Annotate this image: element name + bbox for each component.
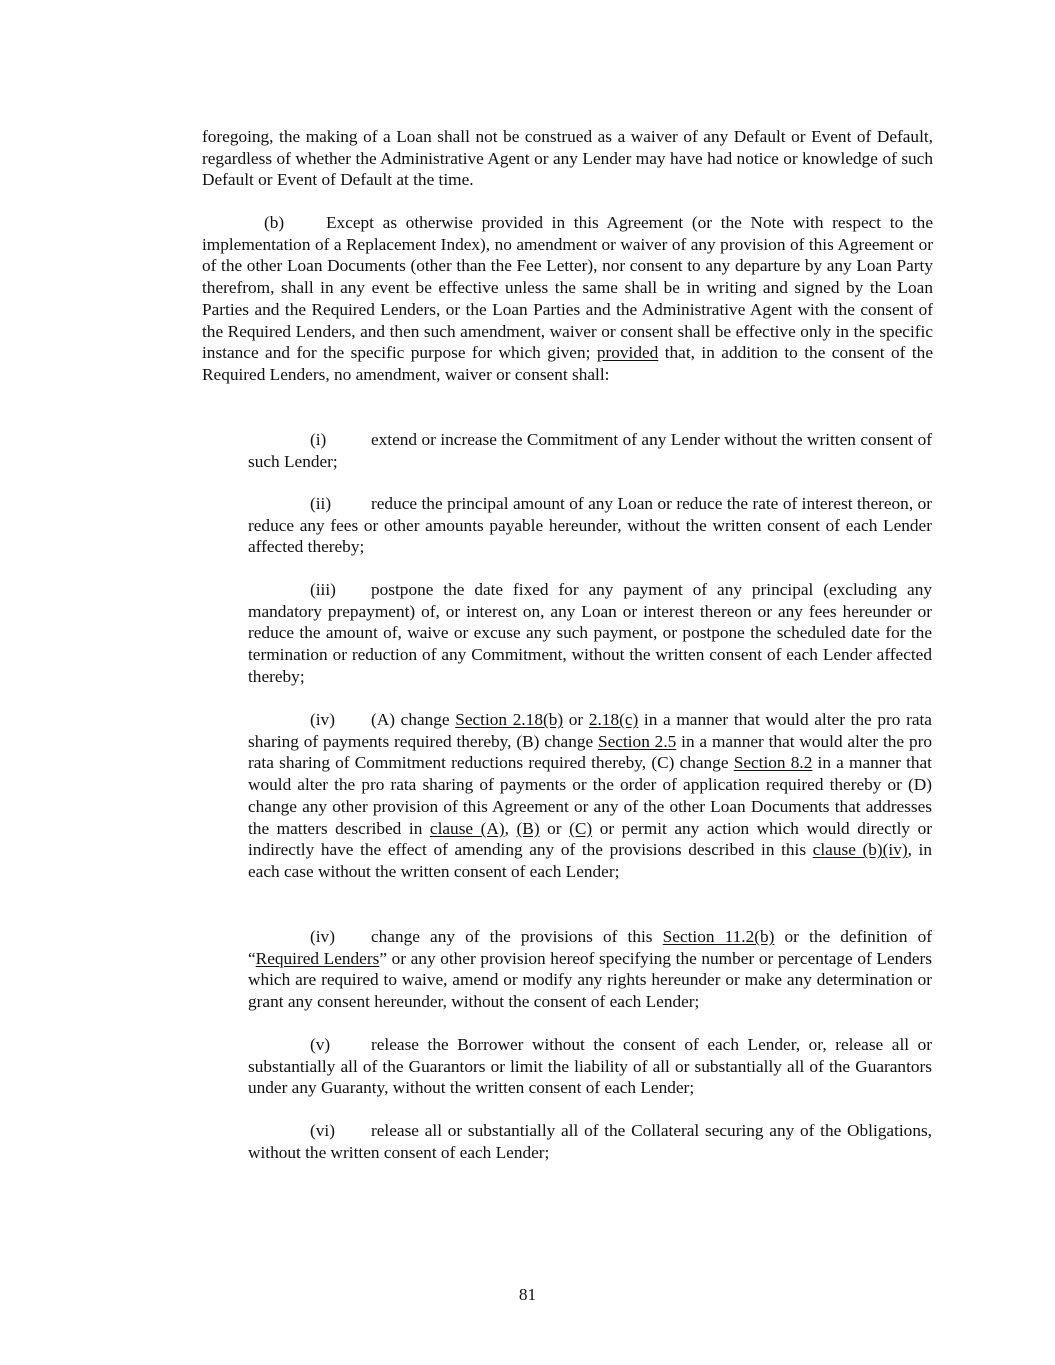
clause-ii-number: (ii)	[310, 494, 332, 513]
clause-iv-second-text: or the definition of “	[248, 927, 932, 968]
clause-ii-text: reduce the principal amount of any Loan or reduce the rate of interest thereon, or reduce any fees or other amounts payable hereunder, without the written consent of each Lender affected thereby;	[248, 494, 932, 557]
section-ref-11-2b: Section 11.2(b)	[662, 927, 775, 946]
clause-i-number: (i)	[310, 430, 327, 449]
provided-term: provided	[596, 343, 659, 363]
clause-ref-b-iv: clause (b)(iv)	[812, 840, 908, 860]
clause-iv-text: in a manner that would alter the pro rata sharing of Commitment reductions required thereby, (C) change	[248, 731, 932, 773]
clause-iv-text: in a manner that would alter the pro rata sharing of payments or the order of application required thereby or (D) change any other provision of this Agreement or any of the other Loan Documents that addresses the matters described in	[248, 753, 932, 838]
clause-iv-text: (A) change	[371, 710, 456, 729]
clause-v	[248, 1034, 932, 1099]
clause-i	[248, 429, 932, 472]
intro-text: foregoing, the making of a Loan shall not be construed as a waiver of any Default or Event of Default, regardless of whether the Administrative Agent or any Lender may have had notice or knowledge of such Default or Event of Default at the time.	[202, 127, 933, 190]
clause-vi-number: (vi)	[310, 1121, 335, 1140]
clause-iii-number: (iii)	[310, 580, 336, 599]
clause-vi-text: release all or substantially all of the Collateral securing any of the Obligations, without the written consent of each Lender;	[248, 1121, 932, 1162]
clause-iv-second-text: change any of the provisions of this	[371, 927, 663, 946]
clause-ref-c: (C)	[569, 818, 593, 838]
clause-iv-text: , in each case without the written consent of each Lender;	[248, 840, 932, 881]
clause-ii	[248, 493, 932, 558]
paragraph-b-number: (b)	[264, 213, 285, 232]
clause-vi	[248, 1120, 932, 1163]
paragraph-b	[202, 212, 933, 386]
clause-iii-text: postpone the date fixed for any payment of any principal (excluding any mandatory prepayment) of, or interest on, any Loan or interest thereon or any fees hereunder or reduce the amount of, waive or excuse any such payment, or postpone the scheduled date for the termination or reduction of any Commitment, without the written consent of each Lender affected thereby;	[248, 580, 932, 686]
section-ref-8-2: Section 8.2	[733, 753, 813, 773]
clause-iv-text: or	[539, 818, 570, 838]
paragraph-b-text: Except as otherwise provided in this Agreement (or the Note with respect to the implementation of a Replacement Index), no amendment or waiver of any provision of this Agreement or of the other Loan Documents (other than the Fee Letter), nor consent to any departure by any Loan Party therefrom, shall in any event be effective unless the same shall be in writing and signed by the Loan Parties and the Required Lenders, or the Loan Parties and the Administrative Agent with the consent of the Required Lenders, and then such amendment, waiver or consent shall be effective only in the specific instance and for the specific purpose for which given;	[202, 213, 933, 363]
clause-iv-second-text: ” or any other provision hereof specifying the number or percentage of Lenders which are required to waive, amend or modify any rights hereunder or make any determination or grant any consent hereunder, without the consent of each Lender;	[248, 948, 932, 1012]
defined-term-required-lenders: Required Lenders	[255, 948, 380, 968]
paragraph-b-text-end: that, in addition to the consent of the Required Lenders, no amendment, waiver or consent shall:	[202, 343, 933, 384]
section-ref-2-18c: 2.18(c)	[588, 710, 639, 729]
clause-iv-text: ,	[504, 818, 517, 838]
clause-ref-a: clause (A)	[429, 818, 505, 838]
clause-iv-text: in a manner that would alter the pro rata sharing of payments required thereby, (B) change	[248, 710, 932, 751]
section-ref-2-18b: Section 2.18(b)	[455, 710, 564, 729]
clause-iv-text: or permit any action which would directly or indirectly have the effect of amending any of the provisions described in this	[248, 818, 932, 860]
page-number: 81	[518, 1285, 537, 1304]
clause-v-text: release the Borrower without the consent of each Lender, or, release all or substantially all of the Guarantors or limit the liability of all or substantially all of the Guarantors under any Guaranty, without the written consent of each Lender;	[248, 1035, 932, 1098]
clause-iv	[248, 709, 932, 883]
clause-iv-text: or	[563, 710, 589, 729]
clause-iv-number: (iv)	[310, 710, 335, 729]
clause-iv-second-number: (iv)	[310, 927, 335, 946]
section-ref-2-5: Section 2.5	[598, 731, 677, 751]
intro-paragraph	[202, 126, 933, 191]
clause-ref-b: (B)	[516, 818, 540, 838]
clause-iii	[248, 579, 932, 688]
clause-v-number: (v)	[310, 1035, 331, 1054]
clause-iv-second	[248, 926, 932, 1013]
clause-i-text: extend or increase the Commitment of any Lender without the written consent of such Lender;	[248, 430, 932, 471]
